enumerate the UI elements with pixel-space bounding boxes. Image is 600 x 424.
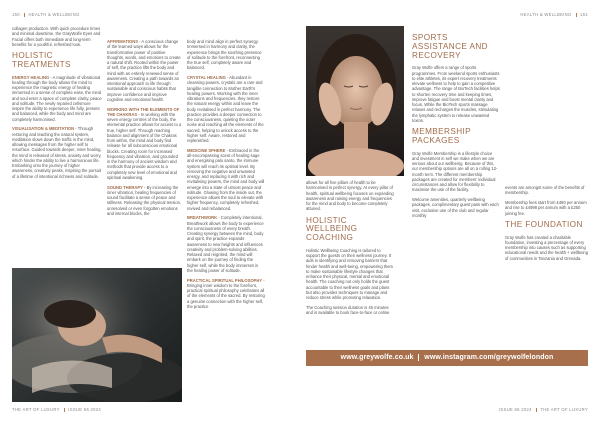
breathwork-paragraph (187, 215, 265, 273)
column-4 (306, 180, 394, 350)
left-page-header (12, 12, 80, 17)
website-link[interactable]: www.greywolfe.co.uk (340, 354, 414, 361)
visualisation-paragraph (12, 126, 102, 179)
left-section-label: HEALTH & WELLBEING (28, 12, 80, 17)
affirmations-paragraph (107, 39, 182, 102)
crystal-healing-lead: CRYSTAL HEALING (187, 75, 226, 80)
holistic-treatments-heading: HOLISTIC TREATMENTS (12, 51, 71, 69)
right-page-number: 151 (580, 12, 588, 17)
column-3 (187, 39, 265, 404)
philosophy-text: - Bringing inner wisdom to the forefront, practical spiritual philosophy celebrates all of the elements of the sacred. By restoring a genuine connection with the higher self, the practice (187, 277, 265, 309)
coaching-paragraph: Holistic Wellbeing Coaching is tailored to support the guests on their wellness journey. It aids in identifying and removing barriers that hinder health and well-being, empowering them to make sustainable lifestyle changes that enhance their physical, mental and emotional health. The coaching not only holds the guest accountable to their wellness goals and plans but also provides techniques to manage and reduce stress while promoting relaxation. (306, 247, 394, 301)
affirmations-text: - A conscious change of the learned ways allows for the transformative power of positive thoughts, words, and emotions to create a natural shift. Rooted within the power of self, the practice lifts the body and mind with an entirely renewed sense of awareness. Creating a path towards an intentional approach to life through sustainable and conscious habits that improve confidence and improve cognitive and emotional health. (107, 39, 181, 102)
left-page-footer (12, 407, 101, 412)
url-banner (306, 350, 588, 366)
visualisation-text: - Through restoring and teaching the natural system, meditation slows down the traffic in the mind, allowing messages from the higher self to resurface. Guided towards deeper, inner healing, the mind is released of stress, anxiety and worry, which hinder the ability to live a harmonious life. Embarking onto the journey of higher awareness, creativity peaks, inspiring the pursuit of a lifetime of intentional richness and solitude. (12, 126, 102, 179)
medicine-sphere-lead: MEDICINE SPHERE (187, 147, 226, 153)
sound-therapy-paragraph (107, 185, 182, 217)
philosophy-lead: PRACTICAL SPIRITUAL PHILOSOPHY (187, 277, 263, 283)
col3-intro: body and mind align in perfect synergy. Immersed in harmony and clarity, the experience brings the soothing presence of solitude to the forefront, reconnecting the true self, completely aware and balanced. (187, 39, 262, 71)
sports-heading: SPORTS ASSISTANCE AND RECOVERY (412, 33, 488, 60)
crystal-healing-paragraph (187, 75, 265, 143)
holistic-coaching-heading: HOLISTIC WELLBEING COACHING (306, 215, 358, 243)
sports-paragraph: Gray Wolfe offers a range of sports programmes. From weekend sports enthusiasts to elite athletes, its expert recovery treatments elevate wellness to help to gain a competitive advantage. The range of BioTech facilities helps to shorten recovery time and keeping times, improve fatigue and boost mental clarity and focus. While the BioTech sports massage relaxes and recharges the muscles, stimulating the lymphatic system to release unwanted toxins. (412, 65, 500, 123)
instagram-link[interactable]: www.instagram.com/greywolfelondon (424, 354, 554, 361)
breathwork-lead: BREATHWORK (187, 215, 218, 221)
membership-paragraph: Gray Wolfe Membership is a lifestyle choice and investment in self we make when we are serious about our wellbeing. Because of this, our membership options are all on a rolling 12-month term. The different membership packages are created for members' individual circumstances and allow for flexibility to maximise the use of the facility. (412, 150, 498, 193)
events-paragraph: events are amongst some of the benefits of membership. (505, 185, 585, 196)
visualisation-lead: VISUALISATION & MEDITATION (12, 126, 75, 132)
left-page-number: 150 (12, 12, 20, 17)
col4-intro: allows for all five pillars of health to be harmonised in perfect synergy. At every pillar of health, spiritual wellbeing focuses on expanding awareness and raising energy and frequencies for the mind and body to become completely attuned. (306, 180, 394, 212)
breathwork-text: - Completely intentional, Breathwork allows the body to experience the consciousness of every breath. Creating synergy between the mind, body and spirit, the practice expands awareness to new heights and influences creativity and problem-solving abilities. Relaxed and reignited, the mind will embark on the journey of finding the higher self, while the body immerses in the healing power of solitude. (187, 215, 264, 273)
column-5 (412, 26, 500, 344)
philosophy-paragraph (187, 278, 265, 310)
right-footer-mag: THE ART OF LUXURY (540, 407, 588, 412)
person-relaxing-photo (12, 268, 182, 402)
relaxing-photo-art (12, 268, 182, 402)
column-6 (505, 185, 588, 345)
right-footer-issue: ISSUE 66 2024 (498, 407, 532, 412)
coaching-duration-paragraph: The Coaching session duration is 45 minutes and is available to book face-to-face or online. (306, 304, 391, 316)
column-2 (107, 39, 182, 261)
amenities-paragraph: Welcome amenities, quarterly wellbeing packages, complimentary guest pass with each visit, exclusive use of the club and regular monthly (412, 197, 499, 218)
chakras-paragraph (107, 107, 182, 181)
membership-heading: MEMBERSHIP PACKAGES (412, 127, 471, 145)
col1-intro: collagen production. With quick procedure times and minimal downtime, the GrayWolfe Eyes and Facial offers both immediate and long-term benefits for a youthful, refreshed look. (12, 26, 101, 47)
medicine-sphere-paragraph (187, 148, 265, 211)
sound-therapy-text: - By increasing the inner vibration, healing frequencies of sound facilitate a sense of peace and stillness. Releasing the physical tension, unresolved or even forgotten emotions and internal blocks, the (107, 184, 182, 216)
chakras-text: - In working with the seven energy centres of the body, the elemental practice allows for access to a true, higher self. Through reaching balance and alignment of the Chakras from within, the mind and body find release for all subconscious emotional blocks. Creating room for increased frequency and vibration, and grounded in the harmony of ancient wisdom and methods that provide access to a completely new level of emotional and spiritual awakening. (107, 111, 182, 180)
energy-healing-paragraph (12, 75, 102, 122)
affirmations-lead: AFFIRMATIONS (107, 39, 138, 44)
fees-paragraph: Membership fees start from £480 per annum and rise to £4998 per annum with a £250 joining fee. (505, 200, 587, 216)
sound-therapy-lead: SOUND THERAPY (107, 184, 143, 190)
left-footer-issue: ISSUE 66 2024 (68, 407, 102, 412)
medicine-sphere-text: - Embraced in the all-encompassing scent of healing sage and energising palo santo, the immune system will reach its optimal level. By removing the negative and unwanted energy, and replacing it with rich and revitalising powers, the mind and body will emerge into a state of utmost peace and solitude. Glowing from the inside out, the experience allows the soul to elevate with higher frequency, completely refreshed, revived and rebalanced. (187, 147, 265, 211)
left-footer-mag: THE ART OF LUXURY (12, 407, 60, 412)
right-section-label: HEALTH & WELLBEING (520, 12, 572, 17)
chakras-lead: WORKING WITH THE ELEMENTS OF THE CHAKRAS (107, 106, 180, 117)
energy-healing-text: - A magnitude of vibrational healing through the body allows the mind to experience the magnetic energy of healing immersed in a sense of complete ease, the mind and soul enter a space of complete clarity, peace and solitude. The newly repaired cellsmore inspire the ability to experience life fully, present and balanced, while the body and mind are completely harmonised. (12, 74, 102, 122)
right-page-header (520, 12, 588, 17)
foundation-heading: THE FOUNDATION (505, 219, 583, 229)
facial-treatment-photo (306, 26, 404, 176)
crystal-healing-text: - Abundant in cleansing powers, crystals are a rare and tangible connection to Mother Earth's healing powers. Working with the inner vibrations and frequencies, they restore the natural energy within and leave the body revitalised in perfect harmony. The practice provides a deeper connection to the consciousness, quieting the outer noise and reaching all the elements of the sacred, helping to unlock access to the higher self. Aware, restored and replenished. (187, 75, 264, 143)
foundation-paragraph: Gray Wolfe has created a charitable foundation, investing a percentage of every membership into causes such as supporting educational needs and the health + wellbeing of communities in Tanzania and Grenada. (505, 234, 588, 261)
right-page-footer (499, 407, 588, 412)
energy-healing-lead: ENERGY HEALING (12, 74, 50, 80)
facial-photo-art (306, 26, 404, 176)
